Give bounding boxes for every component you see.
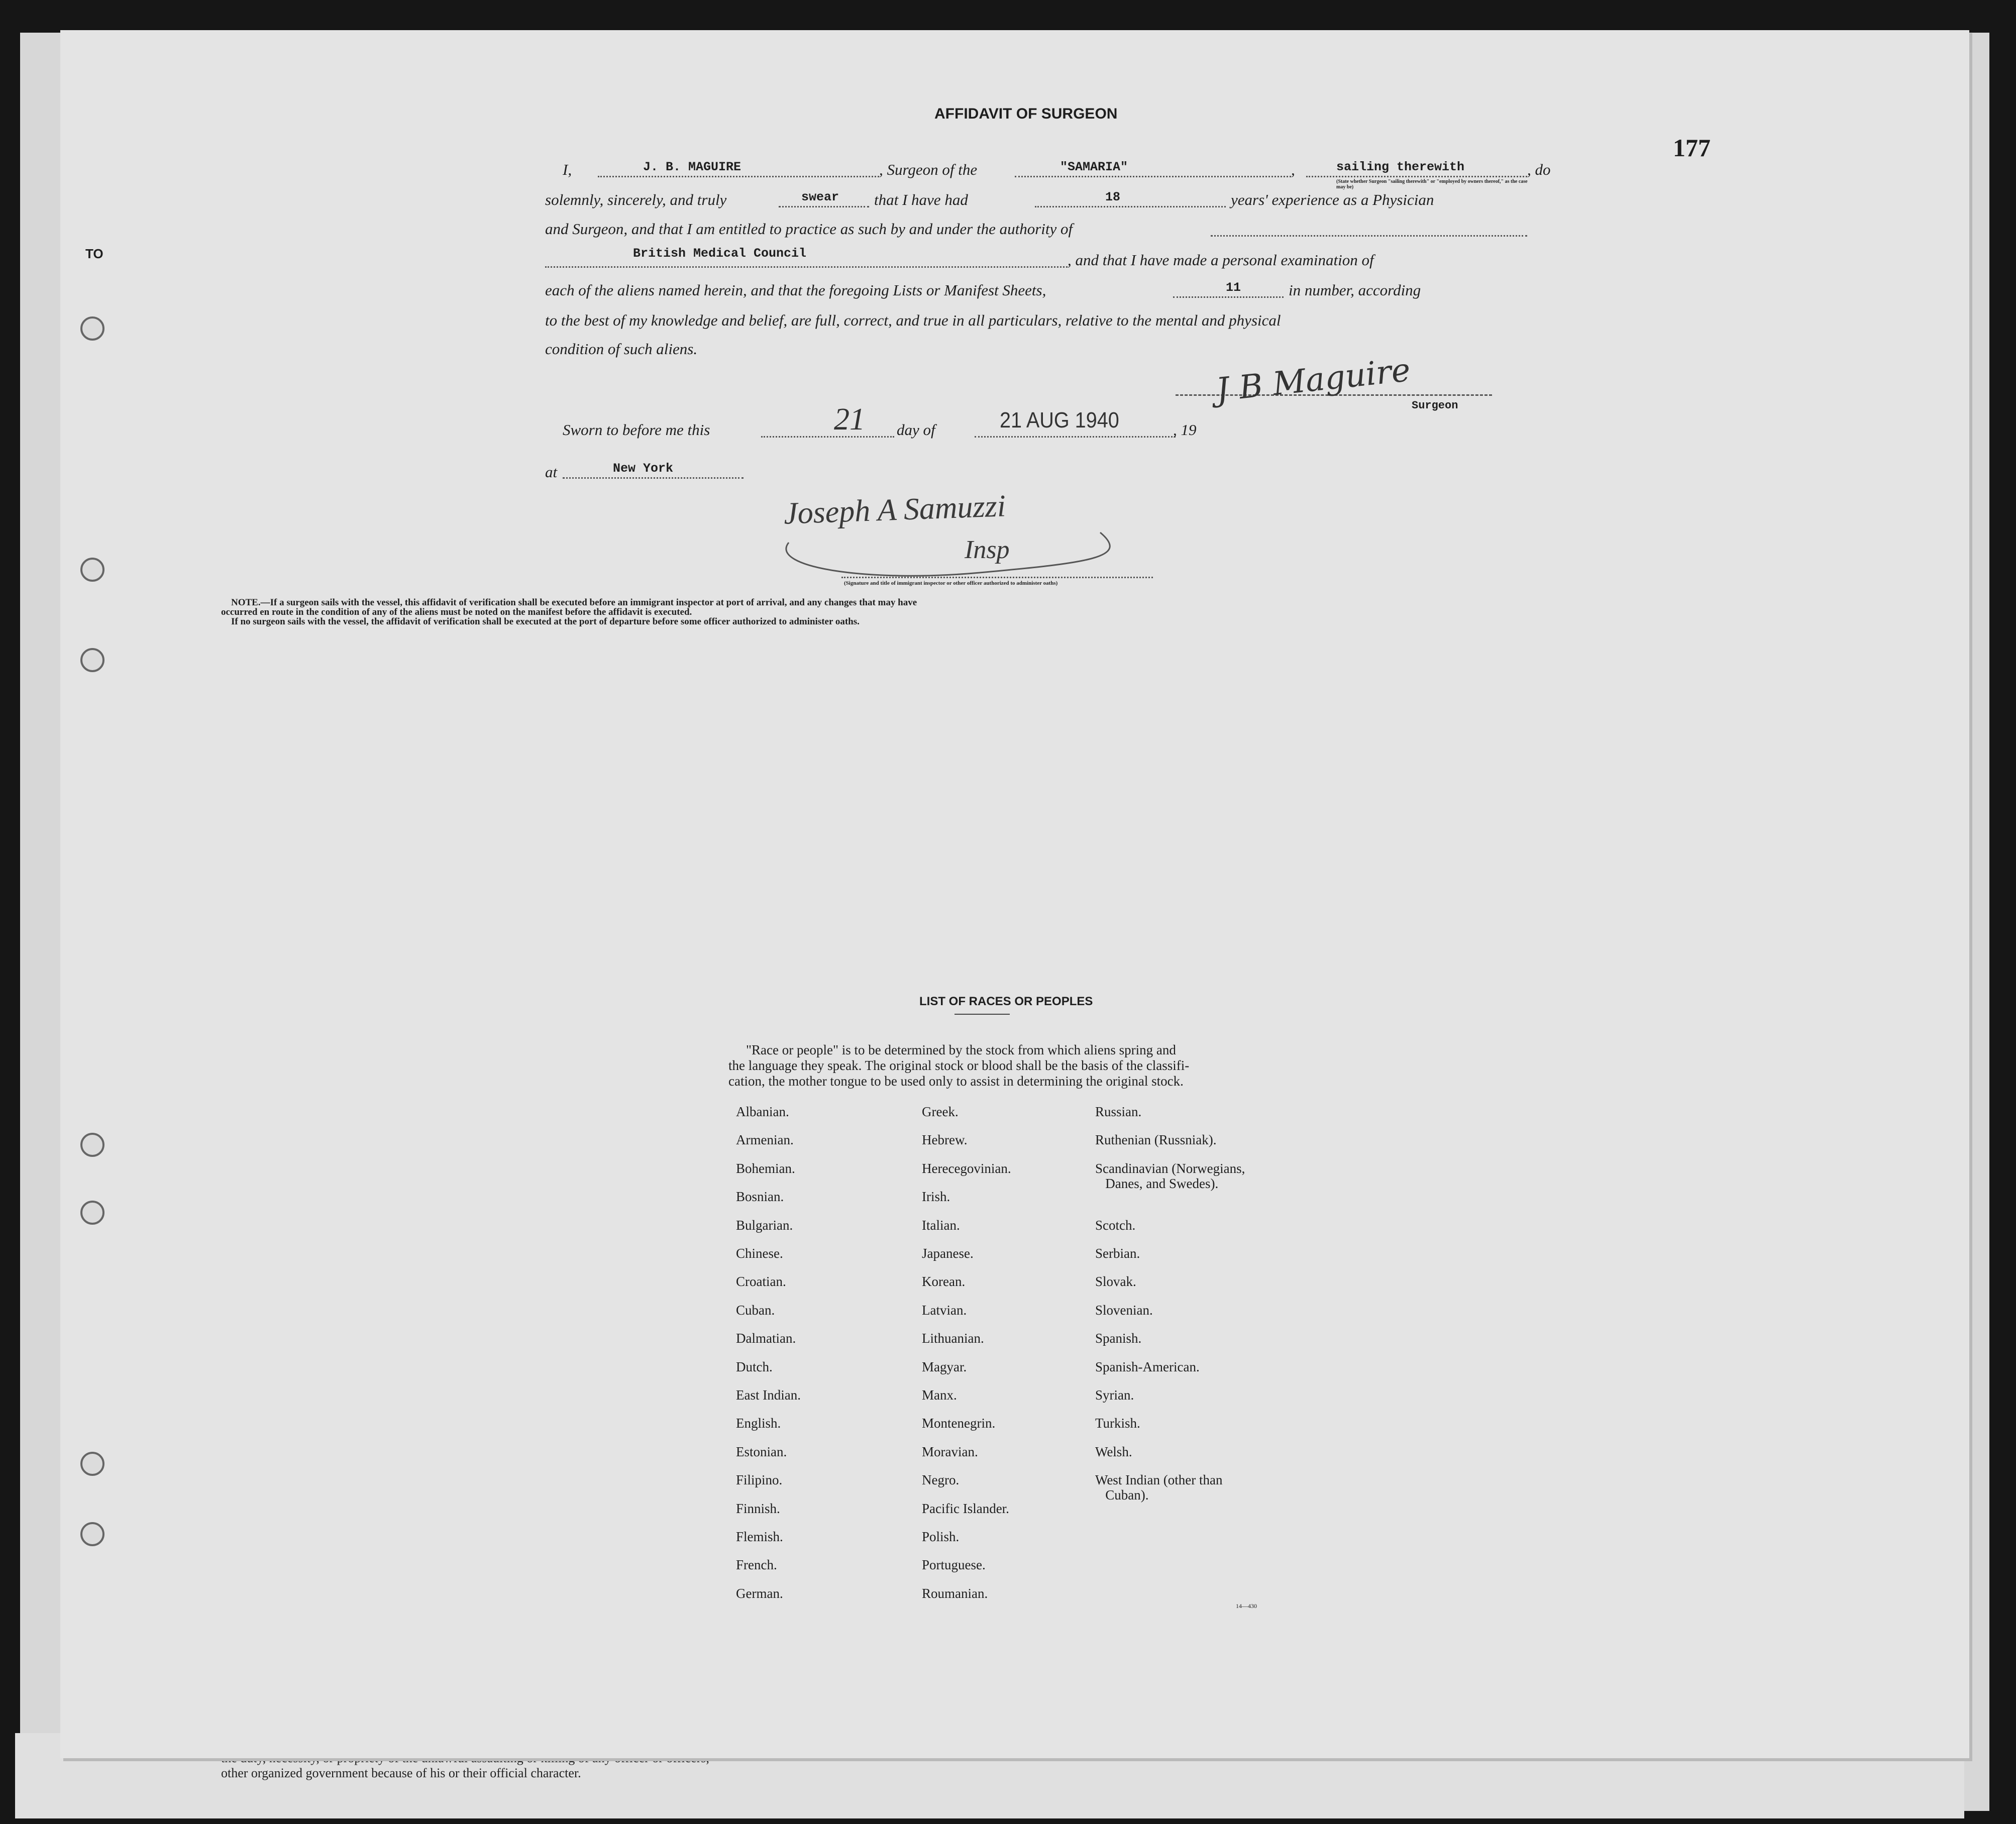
fill-line (761, 436, 894, 438)
authority-name: British Medical Council (633, 246, 807, 261)
affidavit-line-1-prefix: I, (563, 161, 572, 178)
race-item: Bohemian. (736, 1161, 795, 1176)
race-item: Portuguese. (922, 1557, 986, 1572)
affidavit-line-2-start: solemnly, sincerely, and truly (545, 191, 727, 208)
surgeon-signature: J B Maguire (1214, 351, 1412, 409)
race-item: Hebrew. (922, 1132, 968, 1147)
place-name: New York (613, 461, 674, 476)
race-item: Scotch. (1095, 1218, 1136, 1233)
race-item: Bosnian. (736, 1189, 784, 1204)
year-suffix: , 19 (1173, 421, 1197, 439)
race-item: West Indian (other than Cuban). (1095, 1472, 1223, 1503)
intro-line-3: cation, the mother tongue to be used only to assist in determining the original stock. (728, 1074, 1184, 1089)
years-experience: 18 (1105, 190, 1121, 204)
binder-hole (80, 316, 104, 341)
race-item: English. (736, 1416, 781, 1431)
surgeon-label: Surgeon (1412, 399, 1458, 412)
title-rule (954, 1014, 1010, 1015)
race-item: Lithuanian. (922, 1331, 984, 1346)
race-item: Scandinavian (Norwegians, Danes, and Swedes). (1095, 1161, 1245, 1191)
fill-line (1306, 176, 1527, 177)
race-item: Ruthenian (Russniak). (1095, 1132, 1217, 1147)
margin-mark: TO (85, 246, 103, 261)
race-item: Dalmatian. (736, 1331, 796, 1346)
sailing-status: sailing therewith (1336, 160, 1465, 174)
fill-line (975, 436, 1176, 438)
underlying-text-line-2: other organized government because of his or their official character. (221, 1766, 581, 1780)
race-item: Flemish. (736, 1529, 783, 1544)
sheet-count: 11 (1226, 280, 1241, 295)
race-item: Irish. (922, 1189, 950, 1204)
fill-line (779, 206, 869, 207)
binder-hole (80, 1522, 104, 1546)
affidavit-line-6: to the best of my knowledge and belief, are full, correct, and true in all particulars, relative to the mental and physical (545, 311, 1281, 329)
race-item: Negro. (922, 1472, 960, 1487)
race-item: Armenian. (736, 1132, 794, 1147)
binder-hole (80, 1201, 104, 1225)
race-item: Polish. (922, 1529, 960, 1544)
race-item: Latvian. (922, 1303, 967, 1318)
race-item: Japanese. (922, 1246, 974, 1261)
race-item: Pacific Islander. (922, 1501, 1009, 1516)
signature-caption: (Signature and title of immigrant inspector or other officer authorized to administer oaths) (844, 580, 1058, 586)
comma: , (1291, 161, 1295, 178)
date-stamp: 21 AUG 1940 (1000, 408, 1119, 433)
fill-line (563, 477, 744, 479)
race-item: Slovenian. (1095, 1303, 1153, 1318)
race-item: Spanish. (1095, 1331, 1142, 1346)
note-line-2: occurred en route in the condition of any of the aliens must be noted on the manifest before the affidavit is executed. (221, 607, 692, 617)
race-item: Italian. (922, 1218, 960, 1233)
inspector-signature: Joseph A Samuzzi (783, 489, 1007, 531)
race-item: Dutch. (736, 1359, 773, 1374)
race-item: Manx. (922, 1387, 957, 1403)
experience-text: years' experience as a Physician (1231, 191, 1434, 208)
races-title: LIST OF RACES OR PEOPLES (919, 995, 1093, 1008)
race-item: Albanian. (736, 1104, 789, 1119)
sailing-note: (State whether Surgeon "sailing therewith" or "employed by owners thereof," as the case may be) (1336, 179, 1528, 190)
race-item: French. (736, 1557, 777, 1572)
affidavit-line-4: , and that I have made a personal examination of (1068, 251, 1374, 269)
day-of-text: day of (897, 421, 935, 439)
race-item: Syrian. (1095, 1387, 1134, 1403)
race-item: Herecegovinian. (922, 1161, 1011, 1176)
sworn-text: Sworn to before me this (563, 421, 710, 439)
fill-line (1035, 206, 1226, 207)
race-item: Korean. (922, 1274, 966, 1289)
intro-line-1: "Race or people" is to be determined by the stock from which aliens spring and (746, 1042, 1176, 1057)
race-item: Roumanian. (922, 1586, 988, 1601)
form-number: 14—430 (1236, 1602, 1257, 1610)
race-item: Turkish. (1095, 1416, 1140, 1431)
binder-hole (80, 648, 104, 672)
race-item: German. (736, 1586, 783, 1601)
affidavit-line-5: each of the aliens named herein, and that the foregoing Lists or Manifest Sheets, (545, 281, 1046, 299)
race-item: Bulgarian. (736, 1218, 793, 1233)
affidavit-line-7: condition of such aliens. (545, 340, 698, 358)
race-item: East Indian. (736, 1387, 801, 1403)
surgeon-name: J. B. MAGUIRE (643, 160, 741, 174)
fill-line (598, 176, 879, 177)
surgeon-of-text: , Surgeon of the (879, 161, 978, 178)
race-item: Estonian. (736, 1444, 787, 1459)
do-text: , do (1527, 161, 1551, 178)
fill-line (1015, 176, 1291, 177)
fill-line (545, 266, 1068, 268)
race-item: Moravian. (922, 1444, 978, 1459)
oath-type: swear (801, 190, 839, 204)
race-item: Cuban. (736, 1303, 775, 1318)
inspector-title: Insp (965, 535, 1010, 564)
races-intro (728, 1042, 1189, 1089)
signature-line (841, 577, 1153, 578)
binder-hole (80, 558, 104, 582)
binder-hole (80, 1452, 104, 1476)
had-text: that I have had (874, 191, 968, 208)
in-number-text: in number, according (1289, 281, 1421, 299)
affidavit-line-3: and Surgeon, and that I am entitled to practice as such by and under the authority of (545, 220, 1073, 238)
fill-line (1211, 235, 1527, 237)
race-item: Finnish. (736, 1501, 780, 1516)
affidavit-title: AFFIDAVIT OF SURGEON (934, 105, 1118, 122)
sworn-day: 21 (834, 402, 865, 437)
race-item: Chinese. (736, 1246, 783, 1261)
race-item: Magyar. (922, 1359, 967, 1374)
note-line-3: If no surgeon sails with the vessel, the affidavit of verification shall be executed at the port of departure before some officer authorized to administer oaths. (231, 616, 860, 627)
race-item: Filipino. (736, 1472, 783, 1487)
manifest-page (60, 30, 1969, 1758)
page-number: 177 (1673, 134, 1711, 162)
race-item: Serbian. (1095, 1246, 1140, 1261)
at-text: at (545, 463, 558, 481)
intro-line-2: the language they speak. The original stock or blood shall be the basis of the classifi- (728, 1058, 1190, 1073)
race-item: Russian. (1095, 1104, 1142, 1119)
race-item: Slovak. (1095, 1274, 1136, 1289)
race-item: Welsh. (1095, 1444, 1132, 1459)
fill-line (1173, 296, 1284, 298)
vessel-name: "SAMARIA" (1060, 160, 1128, 174)
note-line-1: NOTE.—If a surgeon sails with the vessel, this affidavit of verification shall be executed before an immigrant inspector at port of arrival, and any changes that may have (231, 597, 917, 608)
race-item: Croatian. (736, 1274, 786, 1289)
race-item: Spanish-American. (1095, 1359, 1200, 1374)
binder-hole (80, 1133, 104, 1157)
race-item: Greek. (922, 1104, 959, 1119)
affidavit-note (221, 598, 917, 626)
race-item: Montenegrin. (922, 1416, 996, 1431)
